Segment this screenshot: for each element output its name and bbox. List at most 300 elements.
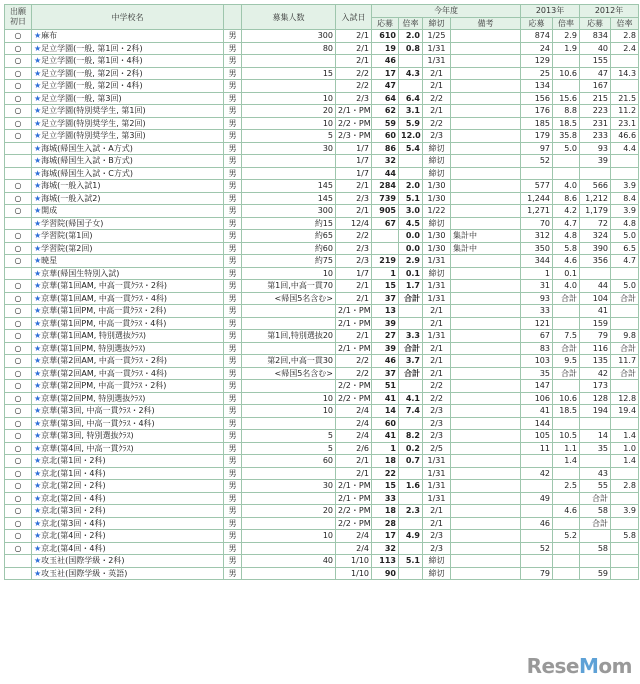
exam-date: 2/6 — [336, 442, 372, 455]
ratio-2013: 4.6 — [553, 505, 580, 518]
school-link[interactable]: 京華(第1回AM, 中高一貫ｸﾗｽ・4科) — [41, 293, 168, 303]
deadline: 締切 — [423, 217, 451, 230]
table-row — [5, 405, 639, 418]
applicants-2013: 134 — [521, 80, 553, 93]
gender: 男 — [224, 442, 242, 455]
school-link[interactable]: 京華(帰国生特別入試) — [41, 268, 120, 278]
ratio-2012 — [611, 80, 639, 93]
school-link[interactable]: 暁星 — [41, 256, 58, 266]
recruit-count: 300 — [242, 205, 336, 218]
deadline: 2/3 — [423, 417, 451, 430]
exam-date: 2/2・PM — [336, 517, 372, 530]
applicants-2013: 31 — [521, 280, 553, 293]
gender: 男 — [224, 130, 242, 143]
table-row — [5, 567, 639, 580]
applicants-2012: 215 — [580, 92, 611, 105]
deadline: 2/2 — [423, 392, 451, 405]
ratio: 5.4 — [399, 142, 423, 155]
recruit-count — [242, 155, 336, 168]
ratio-2013: 合計 — [553, 367, 580, 380]
applicants — [372, 242, 399, 255]
applicants-2013: 24 — [521, 42, 553, 55]
applicants: 15 — [372, 280, 399, 293]
table-row — [5, 342, 639, 355]
school-link[interactable]: 京華(第2回AM, 中高一貫ｸﾗｽ・4科) — [41, 368, 168, 378]
ratio — [399, 567, 423, 580]
ratio-2013: 4.6 — [553, 255, 580, 268]
school-link[interactable]: 京北(第3回・4科) — [41, 518, 106, 528]
gender: 男 — [224, 355, 242, 368]
school-name — [32, 30, 224, 43]
school-name — [32, 392, 224, 405]
table-row — [5, 330, 639, 343]
exam-date: 2/1 — [336, 180, 372, 193]
recruit-count: 10 — [242, 267, 336, 280]
first-day-mark: ○ — [5, 480, 32, 493]
school-link[interactable]: 足立学園(一般, 第1回・4科) — [41, 56, 143, 66]
first-day-mark: ○ — [5, 342, 32, 355]
ratio: 2.0 — [399, 30, 423, 43]
school-link[interactable]: 京華(第1回PM, 中高一貫ｸﾗｽ・2科) — [41, 306, 167, 316]
ratio-2012 — [611, 267, 639, 280]
applicants-2012: 72 — [580, 217, 611, 230]
table-row — [5, 92, 639, 105]
recruit-count: 5 — [242, 130, 336, 143]
school-link[interactable]: 足立学園(一般, 第3回) — [41, 93, 122, 103]
school-link[interactable]: 足立学園(特別奨学生, 第1回) — [41, 106, 146, 116]
exam-date: 2/1 — [336, 280, 372, 293]
recruit-count: 40 — [242, 555, 336, 568]
deadline: 1/31 — [423, 492, 451, 505]
first-day-mark: ○ — [5, 330, 32, 343]
gender: 男 — [224, 242, 242, 255]
star-icon: ★ — [34, 443, 42, 453]
applicants: 14 — [372, 405, 399, 418]
applicants-2012: 55 — [580, 480, 611, 493]
school-name — [32, 155, 224, 168]
ratio-2012: 4.7 — [611, 255, 639, 268]
ratio-2013: 4.7 — [553, 217, 580, 230]
star-icon: ★ — [34, 306, 42, 316]
first-day-mark: ○ — [5, 30, 32, 43]
recruit-count — [242, 567, 336, 580]
recruit-count: 30 — [242, 142, 336, 155]
school-link[interactable]: 京華(第2回AM, 中高一貫ｸﾗｽ・2科) — [41, 356, 168, 366]
ratio-2013: 5.2 — [553, 530, 580, 543]
ratio-2012 — [611, 492, 639, 505]
applicants-2012: 135 — [580, 355, 611, 368]
ratio — [399, 155, 423, 168]
deadline: 2/3 — [423, 130, 451, 143]
applicants-2012: 合計 — [580, 492, 611, 505]
first-day-mark: ○ — [5, 430, 32, 443]
school-link[interactable]: 足立学園(一般, 第1回・2科) — [41, 43, 143, 53]
gender: 男 — [224, 305, 242, 318]
gender: 男 — [224, 392, 242, 405]
school-link[interactable]: 足立学園(一般, 第2回・4科) — [41, 81, 143, 91]
table-row — [5, 192, 639, 205]
ratio-2012: 合計 — [611, 342, 639, 355]
applicants-2012: 390 — [580, 242, 611, 255]
applicants: 32 — [372, 542, 399, 555]
star-icon: ★ — [34, 556, 42, 566]
star-icon: ★ — [34, 56, 42, 66]
school-link[interactable]: 京北(第2回・4科) — [41, 493, 106, 503]
school-link[interactable]: 京北(第1回・2科) — [41, 456, 106, 466]
ratio-2013: 1.9 — [553, 42, 580, 55]
school-link[interactable]: 京北(第2回・2科) — [41, 481, 106, 491]
ratio: 合計 — [399, 292, 423, 305]
ratio-2013: 合計 — [553, 292, 580, 305]
notes — [451, 567, 521, 580]
applicants-2012: 566 — [580, 180, 611, 193]
applicants: 67 — [372, 217, 399, 230]
star-icon: ★ — [34, 568, 42, 578]
applicants-2013: 577 — [521, 180, 553, 193]
school-name — [32, 330, 224, 343]
gender: 男 — [224, 255, 242, 268]
deadline: 2/1 — [423, 80, 451, 93]
school-link[interactable]: 京華(第1回AM, 中高一貫ｸﾗｽ・2科) — [41, 281, 168, 291]
gender: 男 — [224, 492, 242, 505]
first-day-mark — [5, 167, 32, 180]
recruit-count — [242, 467, 336, 480]
school-link[interactable]: 攻玉社(国際学級・2科) — [41, 556, 125, 566]
header-2013: 2013年 — [521, 5, 580, 18]
ratio: 12.0 — [399, 130, 423, 143]
applicants-2013: 106 — [521, 392, 553, 405]
school-link[interactable]: 海城(一般入試1) — [41, 181, 101, 191]
recruit-count: 約15 — [242, 217, 336, 230]
recruit-count: 145 — [242, 192, 336, 205]
notes — [451, 255, 521, 268]
school-link[interactable]: 足立学園(一般, 第2回・2科) — [41, 68, 143, 78]
school-link[interactable]: 京北(第1回・4科) — [41, 468, 106, 478]
notes — [451, 155, 521, 168]
table-row — [5, 467, 639, 480]
applicants-2012: 93 — [580, 142, 611, 155]
first-day-mark: ○ — [5, 242, 32, 255]
applicants-2012: 43 — [580, 467, 611, 480]
ratio: 合計 — [399, 342, 423, 355]
table-row — [5, 380, 639, 393]
ratio-2012 — [611, 317, 639, 330]
school-link[interactable]: 京華(第4回, 中高一貫ｸﾗｽ) — [41, 443, 134, 453]
recruit-count: <帰国5名含む> — [242, 367, 336, 380]
recruit-count: 5 — [242, 430, 336, 443]
ratio-2013: 2.5 — [553, 480, 580, 493]
star-icon: ★ — [34, 406, 42, 416]
ratio: 3.7 — [399, 355, 423, 368]
applicants: 610 — [372, 30, 399, 43]
gender: 男 — [224, 455, 242, 468]
school-link[interactable]: 京華(第1回PM, 中高一貫ｸﾗｽ・4科) — [41, 318, 167, 328]
first-day-mark: ○ — [5, 392, 32, 405]
star-icon: ★ — [34, 231, 42, 241]
school-link[interactable]: 学習院(帰国子女) — [41, 218, 104, 228]
table-row — [5, 392, 639, 405]
first-day-mark: ○ — [5, 542, 32, 555]
applicants-2012: 356 — [580, 255, 611, 268]
school-name — [32, 130, 224, 143]
deadline: 1/31 — [423, 467, 451, 480]
ratio-2013: 4.0 — [553, 280, 580, 293]
school-link[interactable]: 京北(第4回・2科) — [41, 531, 106, 541]
deadline: 1/30 — [423, 180, 451, 193]
ratio-2013: 0.1 — [553, 267, 580, 280]
school-link[interactable]: 海城(帰国生入試・B方式) — [41, 156, 133, 166]
gender: 男 — [224, 30, 242, 43]
gender: 男 — [224, 117, 242, 130]
notes — [451, 55, 521, 68]
table-row — [5, 280, 639, 293]
applicants-2012 — [580, 455, 611, 468]
ratio: 2.3 — [399, 505, 423, 518]
ratio-2013 — [553, 542, 580, 555]
recruit-count: 80 — [242, 42, 336, 55]
header-this-year: 今年度 — [372, 5, 521, 18]
school-link[interactable]: 攻玉社(国際学級・英語) — [41, 568, 128, 578]
deadline: 2/1 — [423, 505, 451, 518]
ratio-2013 — [553, 155, 580, 168]
exam-date: 1/10 — [336, 555, 372, 568]
exam-date: 2/1 — [336, 467, 372, 480]
first-day-mark: ○ — [5, 230, 32, 243]
ratio-2012 — [611, 167, 639, 180]
applicants — [372, 230, 399, 243]
gender: 男 — [224, 280, 242, 293]
school-link[interactable]: 京華(第2回PM, 中高一貫ｸﾗｽ・2科) — [41, 381, 167, 391]
exam-date: 2/3 — [336, 255, 372, 268]
gender: 男 — [224, 380, 242, 393]
applicants-2013: 129 — [521, 55, 553, 68]
star-icon: ★ — [34, 318, 42, 328]
school-link[interactable]: 海城(帰国生入試・C方式) — [41, 168, 133, 178]
table-row — [5, 217, 639, 230]
notes — [451, 117, 521, 130]
school-link[interactable]: 海城(一般入試2) — [41, 193, 101, 203]
exam-date: 2/1 — [336, 205, 372, 218]
gender: 男 — [224, 505, 242, 518]
school-name — [32, 455, 224, 468]
header-deadline: 締切 — [423, 17, 451, 30]
table-row — [5, 317, 639, 330]
exam-date: 2/2・PM — [336, 392, 372, 405]
star-icon: ★ — [34, 268, 42, 278]
applicants-2012: 167 — [580, 80, 611, 93]
ratio-2012: 5.0 — [611, 280, 639, 293]
ratio: 1.6 — [399, 480, 423, 493]
applicants-2012: 155 — [580, 55, 611, 68]
exam-date: 1/7 — [336, 267, 372, 280]
table-row — [5, 167, 639, 180]
gender: 男 — [224, 317, 242, 330]
applicants-2013: 25 — [521, 67, 553, 80]
star-icon: ★ — [34, 256, 42, 266]
applicants: 60 — [372, 130, 399, 143]
gender: 男 — [224, 217, 242, 230]
notes — [451, 80, 521, 93]
star-icon: ★ — [34, 243, 42, 253]
school-link[interactable]: 足立学園(特別奨学生, 第2回) — [41, 118, 146, 128]
school-link[interactable]: 京華(第3回, 中高一貫ｸﾗｽ・4科) — [41, 418, 155, 428]
ratio-2012: 19.4 — [611, 405, 639, 418]
school-name — [32, 280, 224, 293]
ratio-2013: 15.6 — [553, 92, 580, 105]
ratio-2012: 4.8 — [611, 217, 639, 230]
ratio — [399, 305, 423, 318]
school-link[interactable]: 京華(第2回PM, 特別選抜ｸﾗｽ) — [41, 393, 146, 403]
school-name — [32, 55, 224, 68]
exam-date: 2/2 — [336, 80, 372, 93]
school-link[interactable]: 京華(第3回, 中高一貫ｸﾗｽ・2科) — [41, 406, 155, 416]
deadline: 2/2 — [423, 92, 451, 105]
applicants-2013: 46 — [521, 517, 553, 530]
deadline: 2/1 — [423, 317, 451, 330]
ratio-2013: 4.2 — [553, 205, 580, 218]
exam-date: 2/2 — [336, 230, 372, 243]
school-link[interactable]: 京北(第4回・4科) — [41, 543, 106, 553]
table-row — [5, 542, 639, 555]
gender: 男 — [224, 42, 242, 55]
first-day-mark: ○ — [5, 105, 32, 118]
recruit-count: 約65 — [242, 230, 336, 243]
ratio: 1.7 — [399, 280, 423, 293]
first-day-mark — [5, 142, 32, 155]
ratio-2012: 3.9 — [611, 180, 639, 193]
ratio — [399, 542, 423, 555]
applicants-2013: 42 — [521, 467, 553, 480]
applicants-2013: 33 — [521, 305, 553, 318]
ratio-2012: 2.8 — [611, 480, 639, 493]
notes — [451, 142, 521, 155]
ratio-2012: 1.4 — [611, 455, 639, 468]
recruit-count: <帰国5名含む> — [242, 292, 336, 305]
applicants-2012: 40 — [580, 42, 611, 55]
school-link[interactable]: 京北(第3回・2科) — [41, 506, 106, 516]
ratio-2012 — [611, 155, 639, 168]
deadline: 2/1 — [423, 105, 451, 118]
recruit-count: 15 — [242, 67, 336, 80]
table-row — [5, 530, 639, 543]
ratio-2013: 9.5 — [553, 355, 580, 368]
deadline: 2/5 — [423, 442, 451, 455]
school-link[interactable]: 開成 — [41, 206, 58, 216]
gender: 男 — [224, 480, 242, 493]
applicants-2012: 104 — [580, 292, 611, 305]
ratio-2012 — [611, 55, 639, 68]
applicants-2013: 1 — [521, 267, 553, 280]
recruit-count: 約60 — [242, 242, 336, 255]
school-link[interactable]: 京華(第3回, 特別選抜ｸﾗｽ) — [41, 431, 134, 441]
applicants-2013: 70 — [521, 217, 553, 230]
exam-date: 2/2・PM — [336, 117, 372, 130]
ratio-2012 — [611, 567, 639, 580]
table-row — [5, 130, 639, 143]
star-icon: ★ — [34, 531, 42, 541]
table-row — [5, 255, 639, 268]
ratio: 0.8 — [399, 42, 423, 55]
applicants: 59 — [372, 117, 399, 130]
star-icon: ★ — [34, 293, 42, 303]
gender: 男 — [224, 517, 242, 530]
table-row — [5, 455, 639, 468]
exam-date: 2/2 — [336, 367, 372, 380]
applicants: 18 — [372, 505, 399, 518]
applicants: 28 — [372, 517, 399, 530]
table-body — [5, 30, 639, 580]
gender: 男 — [224, 230, 242, 243]
table-row — [5, 555, 639, 568]
notes — [451, 192, 521, 205]
recruit-count: 10 — [242, 405, 336, 418]
table-row — [5, 142, 639, 155]
school-link[interactable]: 海城(帰国生入試・A方式) — [41, 143, 133, 153]
school-link[interactable]: 麻布 — [41, 31, 58, 41]
header-2012-ratio: 倍率 — [611, 17, 639, 30]
first-day-mark: ○ — [5, 292, 32, 305]
applicants-2012: 128 — [580, 392, 611, 405]
applicants-2013: 1,271 — [521, 205, 553, 218]
school-link[interactable]: 学習院(第2回) — [41, 243, 93, 253]
applicants-2013: 1,244 — [521, 192, 553, 205]
school-link[interactable]: 京華(第1回AM, 特別選抜ｸﾗｽ) — [41, 331, 146, 341]
star-icon: ★ — [34, 156, 42, 166]
ratio: 0.0 — [399, 242, 423, 255]
first-day-mark: ○ — [5, 380, 32, 393]
applicants-2012: 59 — [580, 567, 611, 580]
notes — [451, 105, 521, 118]
first-day-mark: ○ — [5, 417, 32, 430]
deadline: 2/1 — [423, 517, 451, 530]
school-link[interactable]: 学習院(第1回) — [41, 231, 93, 241]
deadline: 締切 — [423, 267, 451, 280]
applicants: 905 — [372, 205, 399, 218]
applicants-2013 — [521, 505, 553, 518]
ratio-2013 — [553, 55, 580, 68]
applicants-2013: 79 — [521, 567, 553, 580]
recruit-count: 第1回,中高一貫70 — [242, 280, 336, 293]
star-icon: ★ — [34, 468, 42, 478]
school-name — [32, 367, 224, 380]
school-name — [32, 80, 224, 93]
deadline: 締切 — [423, 142, 451, 155]
table-row — [5, 180, 639, 193]
applicants: 86 — [372, 142, 399, 155]
school-link[interactable]: 足立学園(特別奨学生, 第3回) — [41, 131, 146, 141]
applicants-2013: 874 — [521, 30, 553, 43]
gender: 男 — [224, 330, 242, 343]
first-day-mark: ○ — [5, 492, 32, 505]
table-row — [5, 117, 639, 130]
deadline: 2/1 — [423, 67, 451, 80]
applicants-2013: 49 — [521, 492, 553, 505]
applicants-2013: 350 — [521, 242, 553, 255]
applicants: 37 — [372, 367, 399, 380]
ratio-2013 — [553, 492, 580, 505]
first-day-mark — [5, 217, 32, 230]
recruit-count — [242, 55, 336, 68]
school-link[interactable]: 京華(第1回PM, 特別選抜ｸﾗｽ) — [41, 343, 146, 353]
ratio-2013 — [553, 80, 580, 93]
notes — [451, 292, 521, 305]
gender: 男 — [224, 555, 242, 568]
table-row — [5, 42, 639, 55]
applicants: 15 — [372, 480, 399, 493]
notes — [451, 392, 521, 405]
ratio-2012: 2.4 — [611, 42, 639, 55]
applicants: 33 — [372, 492, 399, 505]
